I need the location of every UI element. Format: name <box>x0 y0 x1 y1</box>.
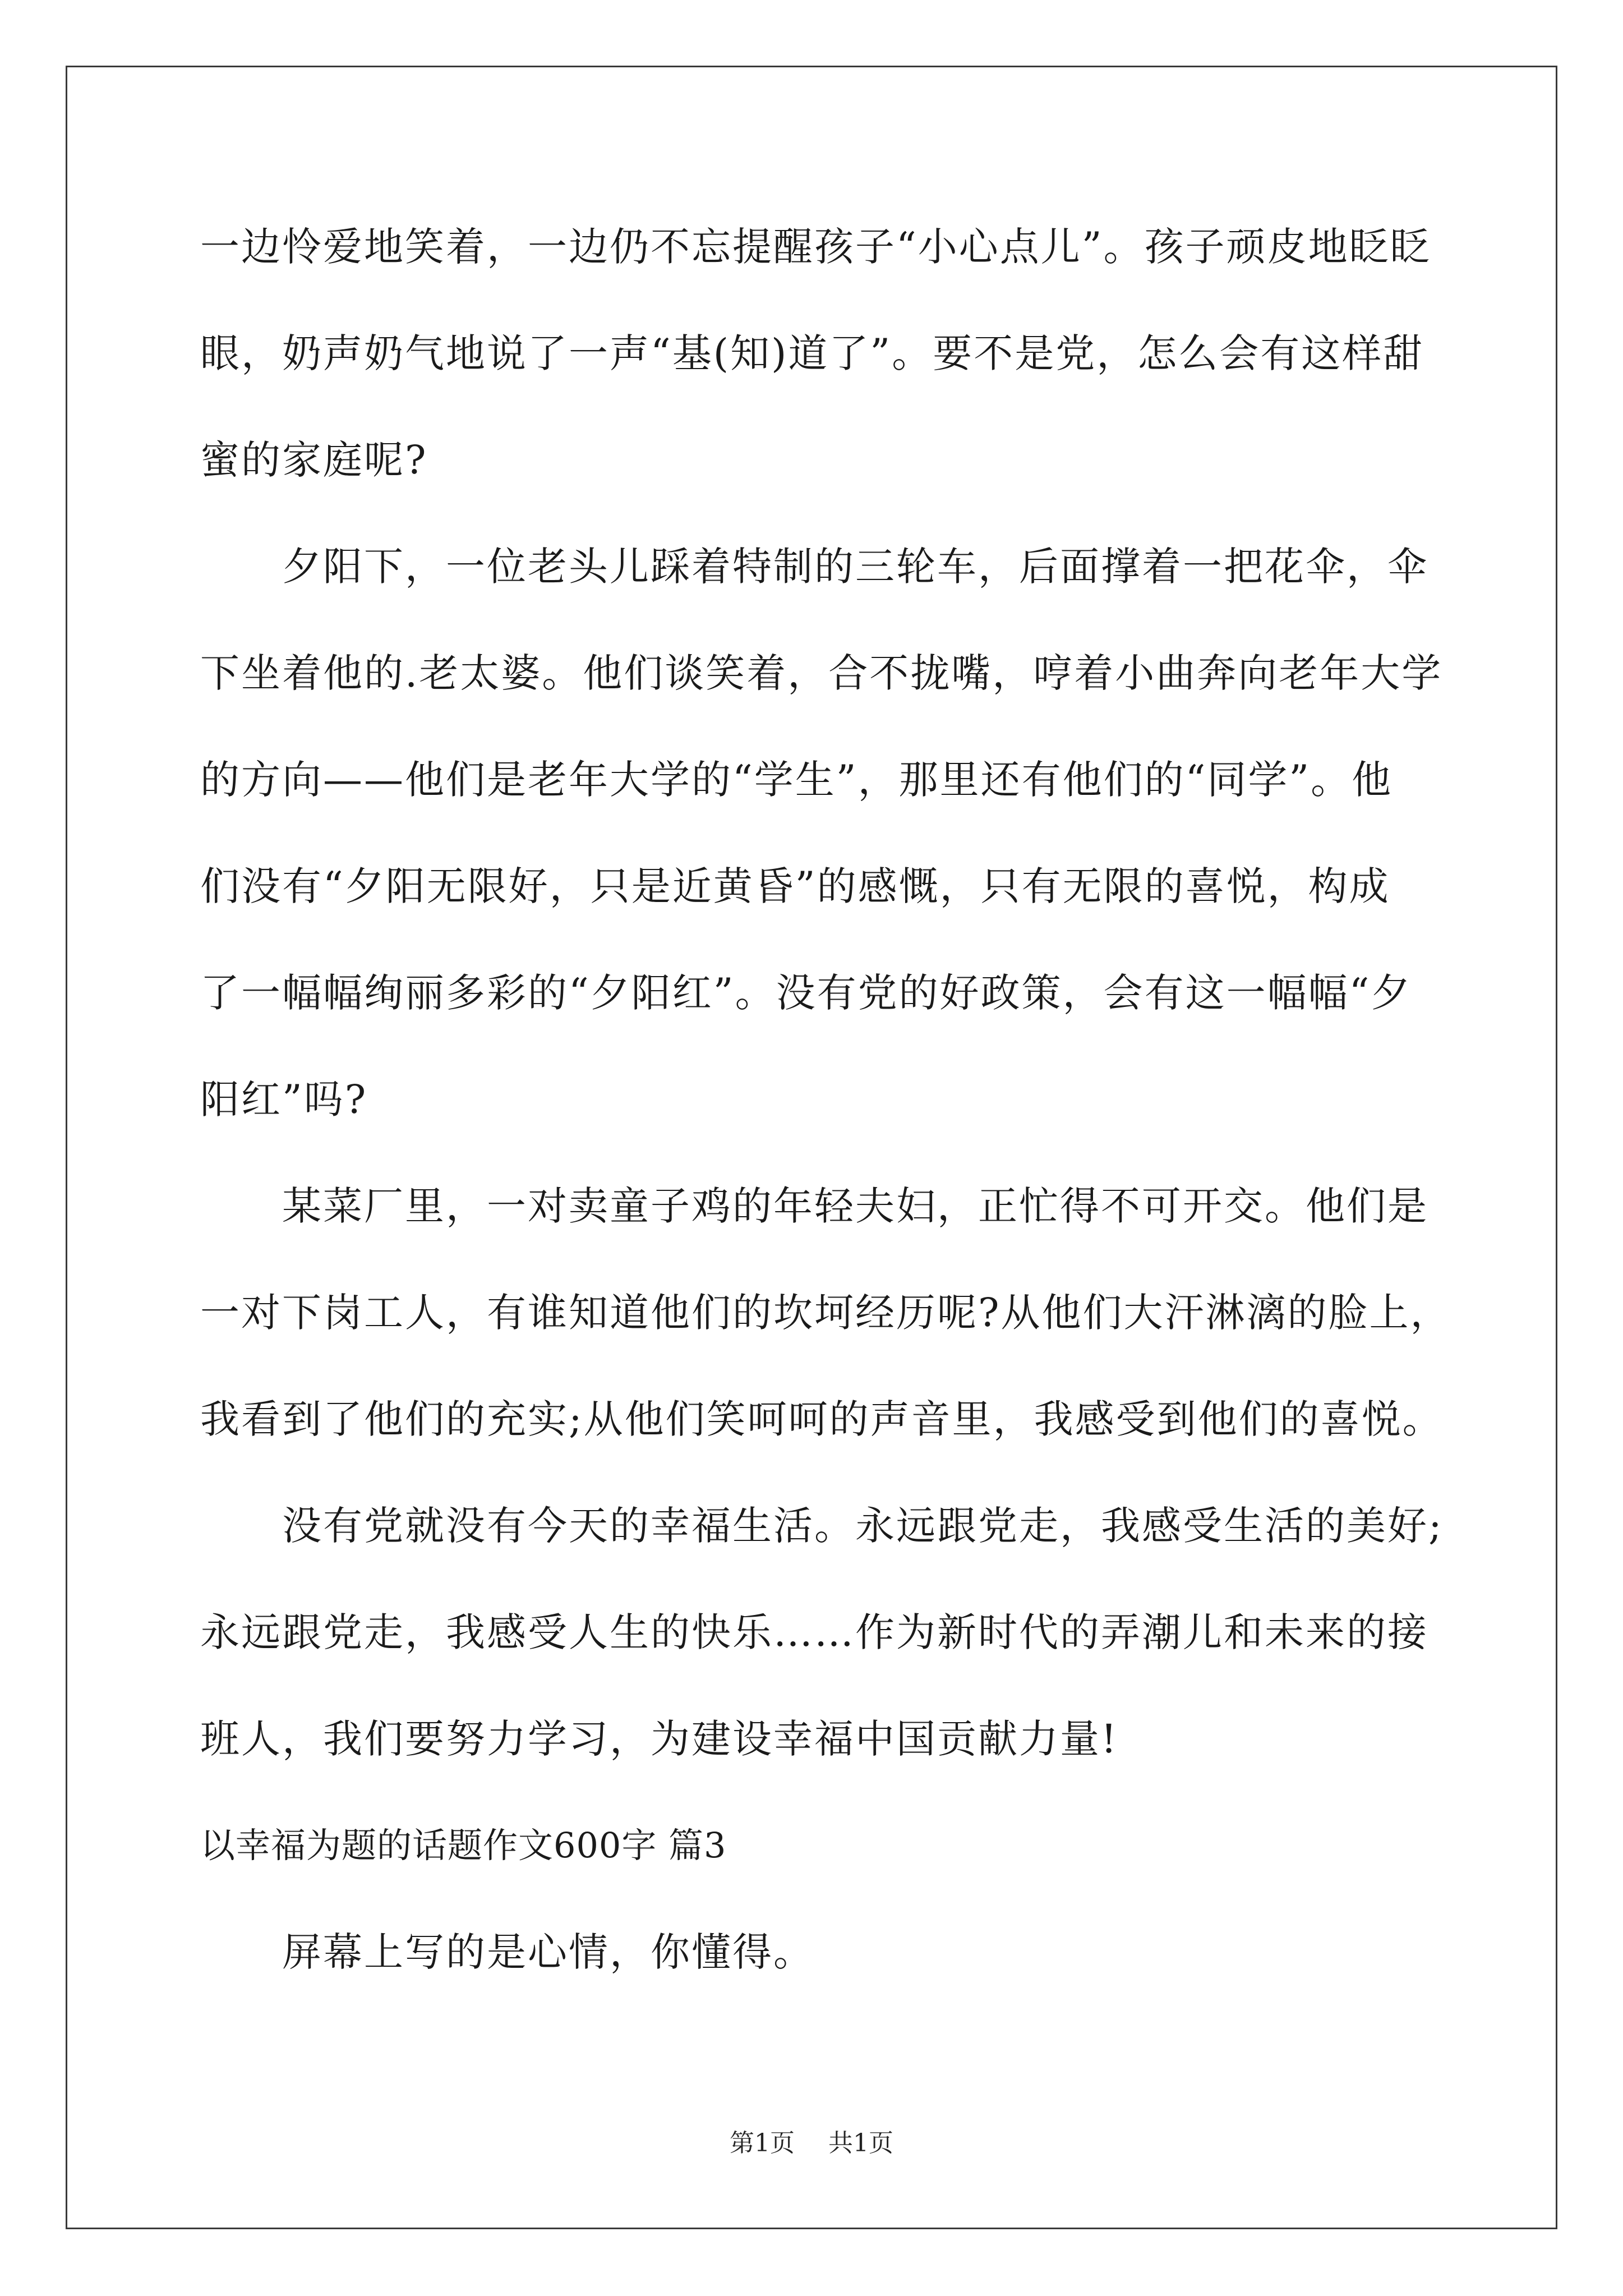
text-line-13: 没有党就没有今天的幸福生活。永远跟党走，我感受生活的美好; <box>200 1503 1444 1549</box>
text-line-7: 们没有“夕阳无限好，只是近黄昏”的感慨，只有无限的喜悦，构成 <box>200 863 1390 909</box>
text-line-9: 阳红”吗? <box>200 1076 368 1122</box>
text-line-17: 屏幕上写的是心情，你懂得。 <box>200 1929 814 1975</box>
text-line-5: 下坐着他的.老太婆。他们谈笑着，合不拢嘴，哼着小曲奔向老年大学 <box>200 650 1443 696</box>
text-line-10: 某菜厂里，一对卖童子鸡的年轻夫妇，正忙得不可开交。他们是 <box>200 1183 1428 1229</box>
text-line-11: 一对下岗工人，有谁知道他们的坎坷经历呢?从他们大汗淋漓的脸上， <box>200 1290 1451 1336</box>
text-line-4: 夕阳下，一位老头儿踩着特制的三轮车，后面撑着一把花伞，伞 <box>200 544 1428 590</box>
text-line-2: 眼，奶声奶气地说了一声“基(知)道了”。要不是党，怎么会有这样甜 <box>200 330 1424 376</box>
text-line-15: 班人，我们要努力学习，为建设幸福中国贡献力量! <box>200 1716 1119 1762</box>
page-number: 第1页 <box>730 2129 795 2157</box>
text-line-8: 了一幅幅绚丽多彩的“夕阳红”。没有党的好政策，会有这一幅幅“夕 <box>200 970 1412 1016</box>
page-border <box>66 66 1557 2229</box>
page-footer <box>0 2124 1623 2163</box>
text-line-3: 蜜的家庭呢? <box>200 437 428 483</box>
section-heading: 以幸福为题的话题作文600字 篇3 <box>200 1825 727 1866</box>
text-line-1: 一边怜爱地笑着，一边仍不忘提醒孩子“小心点儿”。孩子顽皮地眨眨 <box>200 224 1431 270</box>
text-line-14: 永远跟党走，我感受人生的快乐……作为新时代的弄潮儿和未来的接 <box>200 1609 1428 1655</box>
text-line-12: 我看到了他们的充实;从他们笑呵呵的声音里，我感受到他们的喜悦。 <box>200 1396 1444 1442</box>
text-line-6: 的方向——他们是老年大学的“学生”，那里还有他们的“同学”。他 <box>200 757 1393 803</box>
page-total: 共1页 <box>828 2129 893 2157</box>
